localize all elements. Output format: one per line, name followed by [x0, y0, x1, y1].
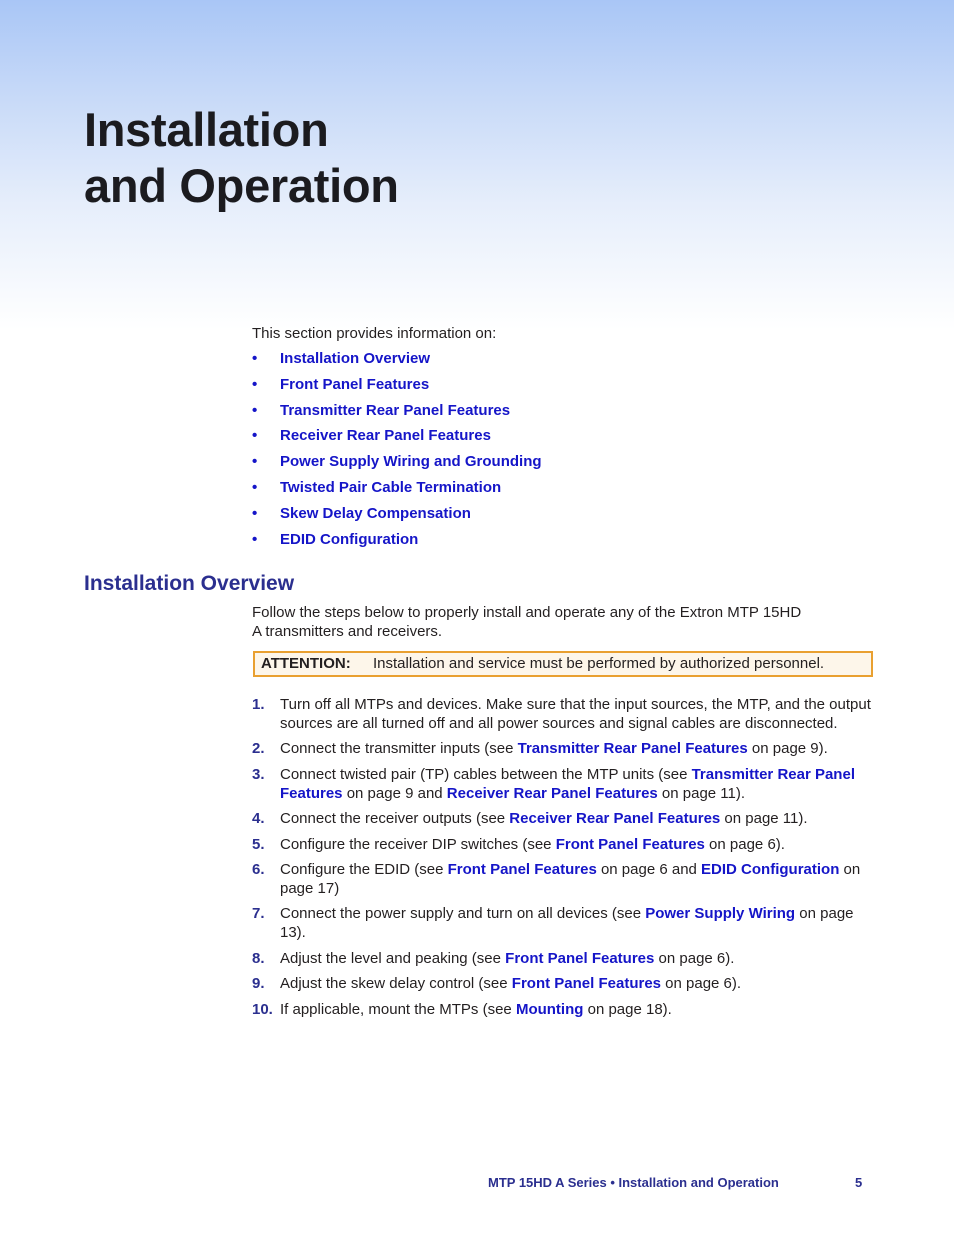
- step-text: Configure the receiver DIP switches (see: [280, 835, 556, 853]
- step-number: 4.: [252, 810, 265, 828]
- toc-item: [252, 349, 542, 375]
- toc-item: [252, 452, 542, 478]
- page-number: 5: [855, 1175, 863, 1190]
- step-number: 3.: [252, 765, 265, 783]
- step-item: [252, 695, 872, 733]
- step-item: [252, 809, 872, 828]
- step-text: on page 6).: [654, 949, 735, 967]
- step-cross-reference-link[interactable]: Receiver Rear Panel Features: [509, 810, 721, 828]
- toc-item: [252, 530, 542, 556]
- step-number: 8.: [252, 949, 265, 967]
- step-item: [252, 974, 872, 993]
- step-cross-reference-link[interactable]: Front Panel Features: [447, 860, 597, 878]
- step-text: Turn off all MTPs and devices. Make sure that the input sources, the MTP, and the output sources are all turned off and all power sources and signal cables are disconnected.: [280, 696, 871, 732]
- step-text: Configure the EDID (see: [280, 860, 448, 878]
- step-number: 7.: [252, 905, 265, 923]
- step-cross-reference-link[interactable]: Front Panel Features: [505, 949, 655, 967]
- page-footer: MTP 15HD A Series • Installation and Operation: [488, 1175, 779, 1190]
- step-item: [252, 860, 872, 898]
- step-text: on page 17): [280, 860, 861, 897]
- step-item: [252, 835, 872, 854]
- step-text: on page 18).: [583, 1000, 672, 1018]
- step-cross-reference-link[interactable]: Receiver Rear Panel Features: [446, 784, 658, 802]
- step-text: on page 11).: [657, 784, 746, 802]
- page-title-line-2: and Operation: [84, 159, 399, 212]
- toc-link-twisted-pair[interactable]: Twisted Pair Cable Termination: [280, 478, 502, 496]
- toc-link-skew-delay[interactable]: Skew Delay Compensation: [280, 504, 471, 522]
- step-text: on page 13).: [280, 905, 854, 942]
- step-cross-reference-link[interactable]: EDID Configuration: [701, 860, 840, 878]
- step-item: [252, 739, 872, 758]
- step-text: Connect the power supply and turn on all devices (see: [280, 905, 646, 923]
- step-number: 9.: [252, 975, 265, 993]
- attention-text: Installation and service must be performed by authorized personnel.: [373, 655, 825, 672]
- step-text: on page 11).: [720, 810, 808, 828]
- toc-link-front-panel-features[interactable]: Front Panel Features: [280, 375, 430, 393]
- step-text: Connect the transmitter inputs (see: [280, 740, 518, 758]
- toc-item: [252, 426, 542, 452]
- step-item: [252, 1000, 872, 1019]
- step-cross-reference-link[interactable]: Power Supply Wiring: [645, 905, 796, 923]
- step-number: 6.: [252, 860, 265, 878]
- step-number: 1.: [252, 696, 265, 713]
- step-text: on page 6).: [704, 835, 785, 853]
- step-text: Connect twisted pair (TP) cables between the MTP units (see: [280, 765, 692, 783]
- step-text: Connect the receiver outputs (see: [280, 810, 510, 828]
- step-text: Adjust the level and peaking (see: [280, 949, 506, 967]
- step-item: [252, 904, 872, 942]
- attention-box: [253, 651, 873, 677]
- intro-text: This section provides information on:: [252, 325, 497, 342]
- step-cross-reference-link[interactable]: Front Panel Features: [511, 975, 661, 993]
- section-heading: Installation Overview: [84, 572, 295, 595]
- toc-link-installation-overview[interactable]: Installation Overview: [280, 350, 431, 367]
- section-lead-text: Follow the steps below to properly install and operate any of the Extron MTP 15HD A transmitters and receivers.: [252, 604, 802, 640]
- step-cross-reference-link[interactable]: Transmitter Rear Panel Features: [517, 740, 748, 758]
- page-title-line-1: Installation: [84, 103, 329, 156]
- step-number: 2.: [252, 740, 265, 758]
- step-text: If applicable, mount the MTPs (see: [280, 1000, 516, 1018]
- toc-link-receiver-rear-panel[interactable]: Receiver Rear Panel Features: [280, 427, 491, 445]
- toc-link-transmitter-rear-panel[interactable]: Transmitter Rear Panel Features: [280, 401, 511, 419]
- toc-item: [252, 478, 542, 504]
- page-title: [84, 102, 399, 214]
- step-text: Adjust the skew delay control (see: [280, 975, 512, 993]
- step-cross-reference-link[interactable]: Mounting: [515, 1000, 584, 1018]
- section-contents-list: [252, 349, 542, 555]
- toc-item: [252, 375, 542, 401]
- toc-item: [252, 504, 542, 530]
- toc-link-power-supply[interactable]: Power Supply Wiring and Grounding: [280, 453, 542, 471]
- step-number: 10.: [252, 1000, 273, 1018]
- installation-steps-list: [252, 695, 872, 1025]
- step-item: [252, 949, 872, 968]
- attention-label: ATTENTION:: [261, 655, 351, 672]
- step-cross-reference-link[interactable]: Transmitter Rear Panel Features: [280, 765, 855, 802]
- step-cross-reference-link[interactable]: Front Panel Features: [555, 835, 705, 853]
- step-text: on page 6 and: [596, 860, 702, 878]
- toc-item: [252, 401, 542, 427]
- step-text: on page 9 and: [342, 784, 447, 802]
- toc-link-edid-configuration[interactable]: EDID Configuration: [280, 530, 419, 548]
- step-item: [252, 765, 872, 803]
- step-text: on page 6).: [661, 975, 742, 993]
- step-text: on page 9).: [747, 740, 828, 758]
- step-number: 5.: [252, 835, 265, 853]
